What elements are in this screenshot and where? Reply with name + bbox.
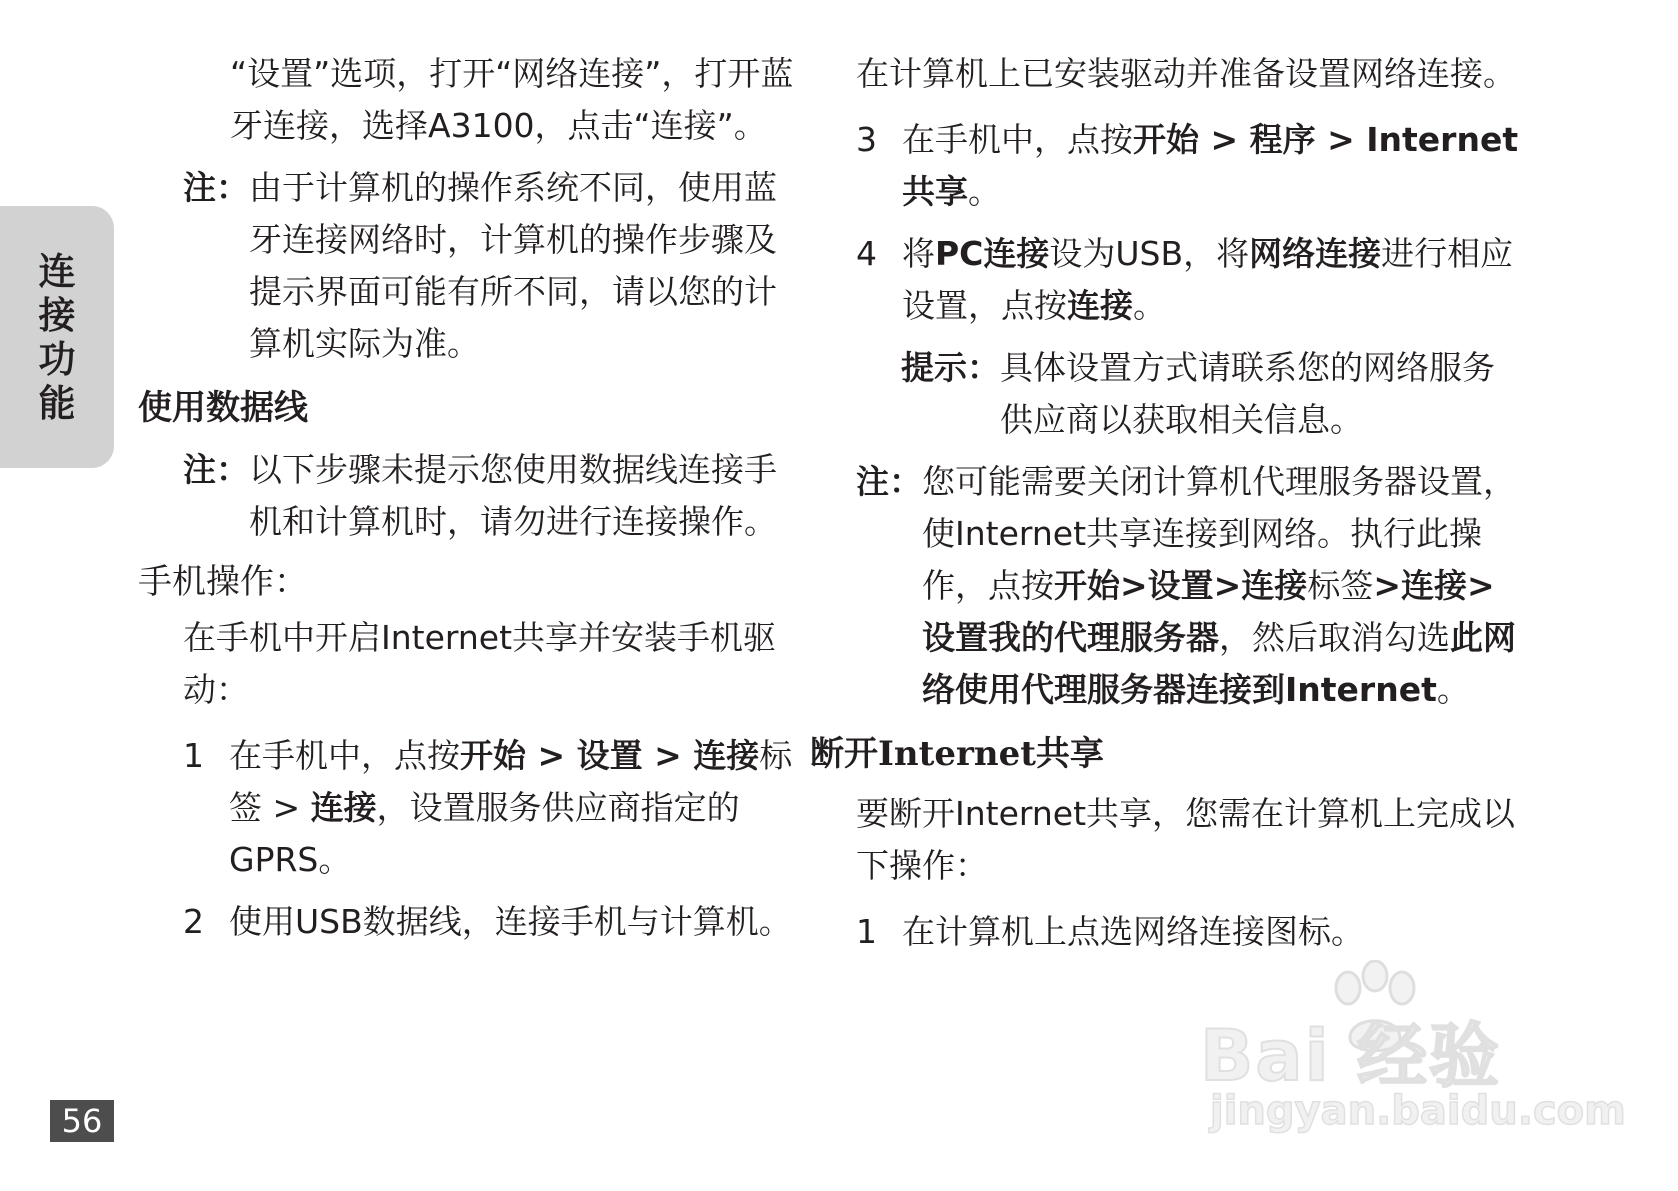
step-2 — [138, 896, 800, 948]
section-heading-disconnect: 断开Internet共享 — [810, 734, 1104, 774]
step-text-part: 设为USB，将 — [1049, 234, 1250, 273]
left-column — [138, 48, 800, 948]
step-text-part: 将 — [902, 234, 935, 273]
note-text: 由于计算机的操作系统不同，使用蓝牙连接网络时，计算机的操作步骤及提示界面可能有所不同，请以您的计算机实际为准。 — [249, 168, 777, 363]
note-text-part: 您可能需要关闭计算机代理服务器设置，使Internet共享连接到网络。执行此操作，点按 — [922, 462, 1516, 605]
section-heading-usb: 使用数据线 — [138, 388, 308, 428]
note-label: 注： — [856, 462, 922, 501]
tip-label: 提示： — [901, 348, 1000, 387]
page-number: 56 — [50, 1100, 114, 1142]
tip-text: 具体设置方式请联系您的网络服务供应商以获取相关信息。 — [1000, 348, 1495, 439]
subheading-phone-operation: 手机操作： — [138, 562, 308, 602]
step-number: 2 — [183, 902, 204, 941]
step-1 — [138, 730, 800, 886]
step-text — [902, 228, 1520, 332]
watermark-text-line2: jingyan.baidu.com — [1210, 1088, 1626, 1134]
step-text-bold: 连接 — [310, 788, 377, 827]
note-text-bold: 此网络使用代理服务器连接到Internet — [922, 618, 1516, 709]
step-disconnect-1 — [856, 906, 1520, 958]
step-text-bold: 网络连接 — [1249, 234, 1382, 273]
step-text-part: 。 — [968, 172, 1001, 211]
step-text-bold: 开始 > 程序 > Internet共享 — [902, 120, 1519, 211]
step-text-bold: PC连接 — [935, 234, 1050, 273]
step-text-bold: 连接 — [1067, 286, 1133, 325]
note-bluetooth — [138, 162, 800, 370]
step-text — [229, 730, 800, 886]
note-text-part: 。 — [1436, 670, 1470, 709]
tip-provider — [856, 342, 1520, 446]
step-text-part: 在手机中，点按 — [229, 736, 460, 775]
note-text-part: ，然后取消勾选 — [1219, 618, 1450, 657]
note-proxy — [856, 456, 1520, 716]
disconnect-intro-text: 要断开Internet共享，您需在计算机上完成以下操作： — [856, 794, 1516, 885]
step-text-bold: 开始 > 设置 > 连接 — [460, 736, 760, 775]
step-4 — [856, 228, 1520, 332]
right-intro-text: 在计算机上已安装驱动并准备设置网络连接。 — [856, 54, 1516, 93]
step-text — [902, 114, 1520, 218]
step-text: 使用USB数据线，连接手机与计算机。 — [229, 902, 792, 941]
chapter-side-tab-label: 连接功能 — [38, 250, 76, 425]
note-label: 注： — [183, 450, 249, 489]
step-number: 4 — [856, 234, 877, 273]
note-text-bold: 开始>设置>连接 — [1054, 566, 1308, 605]
step-text: 在计算机上点选网络连接图标。 — [902, 912, 1364, 951]
note-text: 以下步骤未提示您使用数据线连接手机和计算机时，请勿进行连接操作。 — [249, 450, 777, 541]
step-number: 3 — [856, 120, 877, 159]
step-number: 1 — [856, 912, 877, 951]
note-text-bold: >连接>设置我的代理服务器 — [922, 566, 1495, 657]
note-text-part: 标签 — [1307, 566, 1374, 605]
step-text-part: ，设置服务供应商指定的GPRS。 — [229, 788, 740, 879]
note-text — [922, 456, 1520, 716]
step-text-part: 在手机中，点按 — [902, 120, 1133, 159]
baidu-jingyan-watermark — [1180, 960, 1626, 1150]
step-text-part: 进行相应设置，点按 — [902, 234, 1514, 325]
intro-text: “设置”选项，打开“网络连接”，打开蓝牙连接，选择A3100，点击“连接”。 — [230, 54, 794, 145]
note-usb — [138, 444, 800, 548]
step-text-part: 标签 > — [229, 736, 793, 827]
step-number: 1 — [183, 736, 204, 775]
step-text-part: 。 — [1133, 286, 1166, 325]
step-3 — [856, 114, 1520, 218]
note-label: 注： — [183, 168, 249, 207]
phone-intro-text: 在手机中开启Internet共享并安装手机驱动： — [183, 618, 777, 709]
watermark-text-line1: Bai 经验 — [1200, 1015, 1501, 1097]
right-column — [810, 48, 1520, 958]
